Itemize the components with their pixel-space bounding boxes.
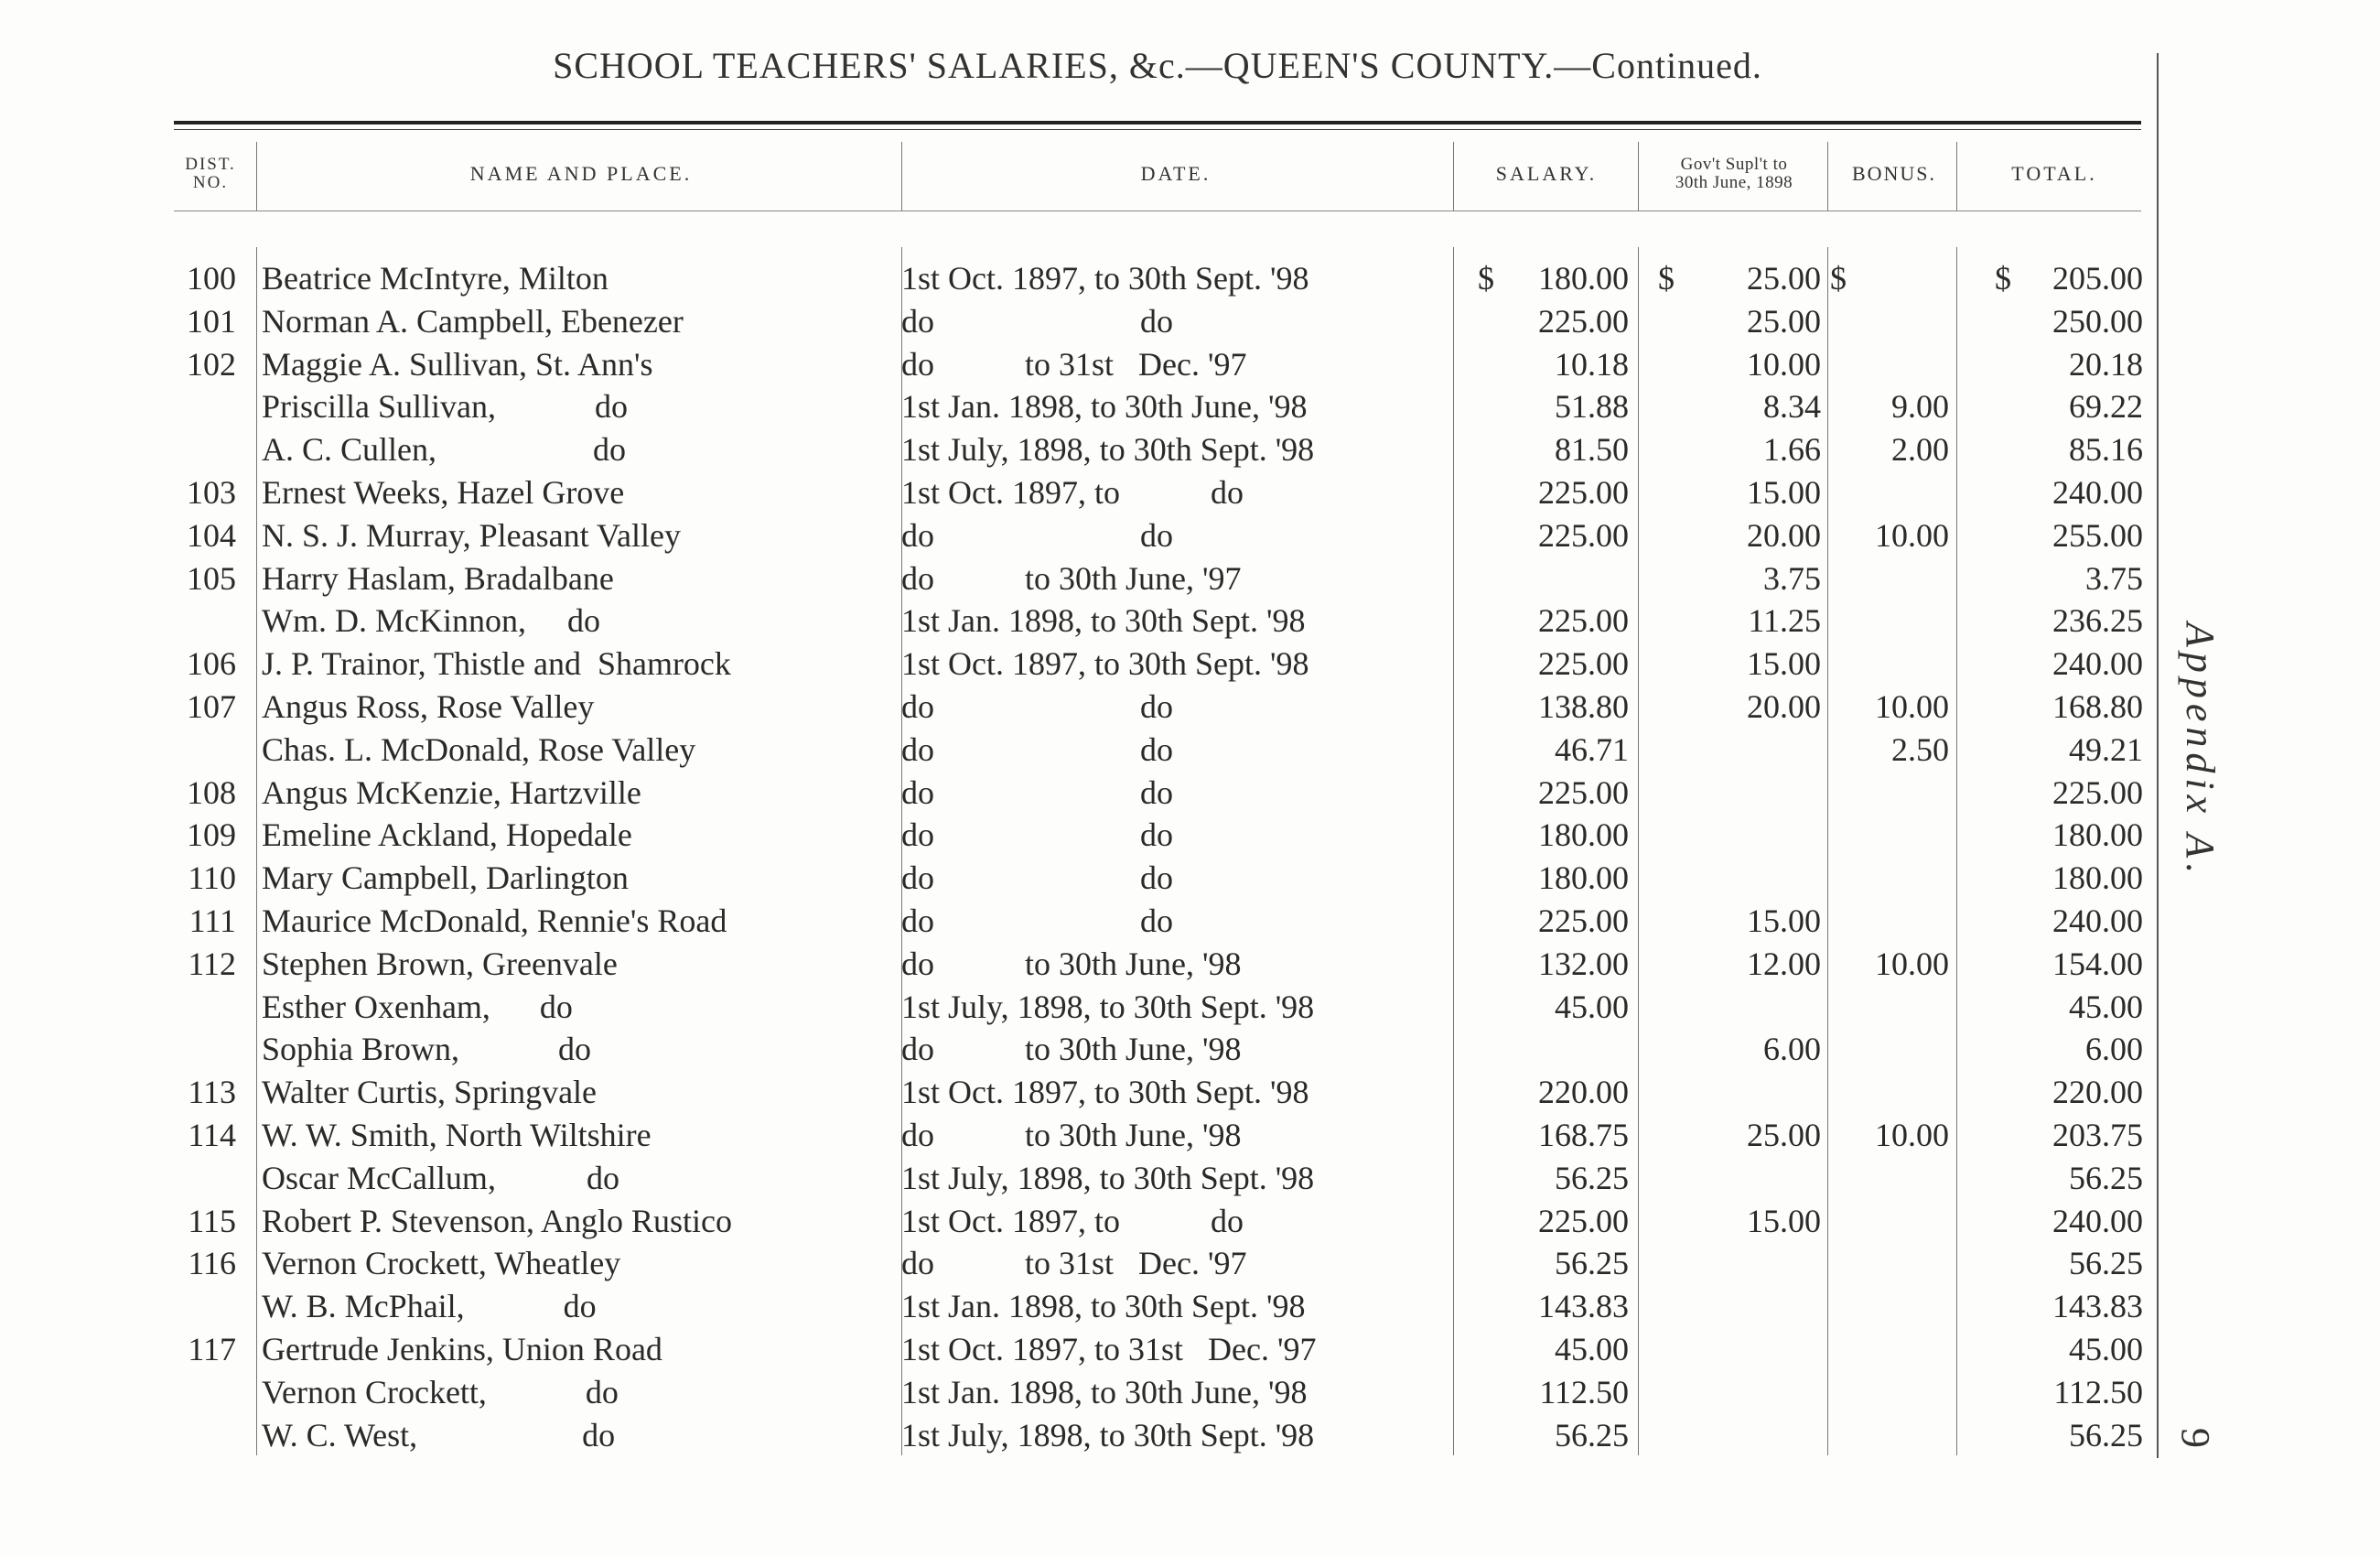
page-title: SCHOOL TEACHERS' SALARIES, &c.—QUEEN'S COUNTY.—Continued. (553, 45, 1762, 86)
name-cell: W. C. West, do (262, 1416, 616, 1453)
name-cell: J. P. Trainor, Thistle and Shamrock (262, 645, 731, 683)
table-row (0, 257, 2380, 299)
dist-cell: 111 (188, 902, 236, 939)
name-cell: Gertrude Jenkins, Union Road (262, 1331, 662, 1367)
name-cell: Esther Oxenham, do (262, 988, 573, 1025)
name-cell: Norman A. Campbell, Ebenezer (262, 302, 684, 340)
column-divider (1453, 142, 1454, 211)
salary-cell: 220.00 (1538, 1074, 1629, 1111)
name-cell: Stephen Brown, Greenvale (262, 945, 618, 982)
bonus-cell: 2.00 (1891, 431, 1949, 469)
column-header-gov-supplement: Gov't Supl't to 30th June, 1898 (1675, 155, 1793, 192)
salary-cell: 225.00 (1538, 773, 1629, 811)
dist-cell: 114 (188, 1117, 236, 1153)
table-row (0, 1414, 2380, 1456)
total-cell: 154.00 (2052, 945, 2143, 982)
date-cell: 1st July, 1898, to 30th Sept. '98 (901, 988, 1315, 1025)
name-cell: Beatrice McIntyre, Milton (262, 260, 608, 297)
name-cell: Mary Campbell, Darlington (262, 859, 629, 897)
table-row (0, 857, 2380, 899)
name-cell: Oscar McCallum, do (262, 1159, 619, 1196)
name-cell: Maggie A. Sullivan, St. Ann's (262, 345, 653, 383)
table-row (0, 900, 2380, 942)
salary-cell: 56.25 (1555, 1159, 1629, 1196)
total-cell: 255.00 (2052, 516, 2143, 554)
page-number: 9 (2173, 1428, 2218, 1448)
salary-cell: 10.18 (1555, 345, 1629, 383)
date-cell: do do (901, 773, 1173, 811)
date-cell: do do (901, 730, 1173, 768)
dist-cell: 117 (188, 1331, 236, 1367)
column-header-name: NAME AND PLACE. (469, 162, 693, 186)
name-cell: W. W. Smith, North Wiltshire (262, 1117, 652, 1153)
salary-cell: 225.00 (1538, 602, 1629, 640)
total-cell: 56.25 (2069, 1159, 2143, 1196)
salary-cell: 46.71 (1555, 730, 1629, 768)
name-cell: Harry Haslam, Bradalbane (262, 559, 614, 597)
column-header-bonus: BONUS. (1851, 162, 1937, 186)
dist-cell: 109 (187, 816, 236, 854)
dist-cell: 110 (188, 859, 236, 897)
table-row (0, 600, 2380, 642)
name-cell: N. S. J. Murray, Pleasant Valley (262, 516, 681, 554)
total-cell: 236.25 (2052, 602, 2143, 640)
table-row (0, 1328, 2380, 1370)
salary-cell: 56.25 (1555, 1416, 1629, 1453)
total-cell: 250.00 (2052, 302, 2143, 340)
column-header-salary: SALARY. (1495, 162, 1598, 186)
bonus-cell: 10.00 (1875, 688, 1949, 725)
dist-cell: 105 (187, 559, 236, 597)
table-row (0, 1242, 2380, 1284)
gov-supplement-cell: 15.00 (1747, 645, 1821, 683)
dist-cell: 101 (187, 302, 236, 340)
table-row (0, 557, 2380, 600)
salary-cell: 225.00 (1538, 902, 1629, 939)
header-rule-thin (174, 129, 2141, 130)
gov-supplement-cell: 3.75 (1763, 559, 1821, 597)
column-divider (1827, 142, 1828, 211)
dist-cell: 106 (187, 645, 236, 683)
total-cell: 240.00 (2052, 645, 2143, 683)
salary-cell: 180.00 (1538, 859, 1629, 897)
column-header-total: TOTAL. (2011, 162, 2097, 186)
date-cell: do to 31st Dec. '97 (901, 1245, 1247, 1282)
total-cell: 220.00 (2052, 1074, 2143, 1111)
gov-supplement-cell: 20.00 (1747, 516, 1821, 554)
salary-cell: 112.50 (1539, 1373, 1629, 1410)
date-cell: do to 30th June, '97 (901, 559, 1242, 597)
salary-cell: 132.00 (1538, 945, 1629, 982)
salary-cell: 56.25 (1555, 1245, 1629, 1282)
salary-cell: 168.75 (1538, 1117, 1629, 1153)
name-cell: A. C. Cullen, do (262, 431, 627, 469)
date-cell: do do (901, 516, 1173, 554)
dollar-sign: $ (1830, 260, 1847, 297)
total-cell: 240.00 (2052, 902, 2143, 939)
name-cell: W. B. McPhail, do (262, 1288, 597, 1325)
dollar-sign: $ (1995, 260, 2011, 297)
total-cell: 240.00 (2052, 1202, 2143, 1239)
table-row (0, 686, 2380, 728)
gov-supplement-cell: 1.66 (1763, 431, 1821, 469)
date-cell: do do (901, 302, 1173, 340)
table-row (0, 1028, 2380, 1070)
total-cell: 45.00 (2069, 1331, 2143, 1367)
date-cell: do do (901, 902, 1173, 939)
name-cell: Robert P. Stevenson, Anglo Rustico (262, 1202, 733, 1239)
salary-cell: 225.00 (1538, 1202, 1629, 1239)
total-cell: 56.25 (2069, 1245, 2143, 1282)
total-cell: 3.75 (2085, 559, 2143, 597)
salary-cell: 138.80 (1538, 688, 1629, 725)
table-row (0, 1285, 2380, 1327)
dist-cell: 102 (187, 345, 236, 383)
name-cell: Angus Ross, Rose Valley (262, 688, 595, 725)
table-row (0, 1371, 2380, 1413)
total-cell: 20.18 (2069, 345, 2143, 383)
bonus-cell: 2.50 (1891, 730, 1949, 768)
name-cell: Ernest Weeks, Hazel Grove (262, 474, 625, 511)
total-cell: 180.00 (2052, 859, 2143, 897)
header-rule-thick (174, 121, 2141, 124)
bonus-cell: 10.00 (1875, 945, 1949, 982)
salary-cell: 225.00 (1538, 516, 1629, 554)
total-cell: 85.16 (2069, 431, 2143, 469)
gov-supplement-cell: 20.00 (1747, 688, 1821, 725)
date-cell: 1st Jan. 1898, to 30th Sept. '98 (901, 602, 1306, 640)
table-row (0, 772, 2380, 814)
date-cell: 1st Jan. 1898, to 30th June, '98 (901, 388, 1308, 426)
gov-supplement-cell: 25.00 (1747, 260, 1821, 297)
name-cell: Vernon Crockett, do (262, 1373, 619, 1410)
date-cell: 1st Oct. 1897, to do (901, 474, 1244, 511)
name-cell: Sophia Brown, do (262, 1031, 591, 1068)
column-divider (1638, 142, 1639, 211)
date-cell: 1st July, 1898, to 30th Sept. '98 (901, 1159, 1315, 1196)
name-cell: Walter Curtis, Springvale (262, 1074, 598, 1111)
table-row (0, 428, 2380, 470)
column-divider (1956, 142, 1957, 211)
total-cell: 69.22 (2069, 388, 2143, 426)
date-cell: do to 30th June, '98 (901, 945, 1242, 982)
date-cell: 1st Jan. 1898, to 30th Sept. '98 (901, 1288, 1306, 1325)
table-row (0, 1200, 2380, 1242)
dist-cell: 107 (187, 688, 236, 725)
date-cell: 1st Oct. 1897, to 30th Sept. '98 (901, 645, 1309, 683)
gov-supplement-cell: 6.00 (1763, 1031, 1821, 1068)
name-cell: Maurice McDonald, Rennie's Road (262, 902, 727, 939)
total-cell: 56.25 (2069, 1416, 2143, 1453)
dist-cell: 113 (188, 1074, 236, 1111)
dollar-sign: $ (1478, 260, 1494, 297)
table-row (0, 814, 2380, 856)
name-cell: Chas. L. McDonald, Rose Valley (262, 730, 696, 768)
name-cell: Emeline Ackland, Hopedale (262, 816, 632, 854)
date-cell: 1st Jan. 1898, to 30th June, '98 (901, 1373, 1308, 1410)
total-cell: 240.00 (2052, 474, 2143, 511)
name-cell: Priscilla Sullivan, do (262, 388, 628, 426)
dist-cell: 112 (188, 945, 236, 982)
salary-cell: 51.88 (1555, 388, 1629, 426)
dist-cell: 115 (188, 1202, 236, 1239)
table-row (0, 943, 2380, 985)
date-cell: do do (901, 816, 1173, 854)
date-cell: 1st July, 1898, to 30th Sept. '98 (901, 431, 1315, 469)
date-cell: do to 31st Dec. '97 (901, 345, 1247, 383)
total-cell: 180.00 (2052, 816, 2143, 854)
name-cell: Vernon Crockett, Wheatley (262, 1245, 621, 1282)
bonus-cell: 9.00 (1891, 388, 1949, 426)
column-divider (256, 142, 257, 211)
table-row (0, 1157, 2380, 1199)
table-row (0, 1114, 2380, 1156)
table-row (0, 471, 2380, 513)
gov-supplement-cell: 12.00 (1747, 945, 1821, 982)
gov-supplement-cell: 8.34 (1763, 388, 1821, 426)
gov-supplement-cell: 15.00 (1747, 1202, 1821, 1239)
dist-cell: 108 (187, 773, 236, 811)
total-cell: 203.75 (2052, 1117, 2143, 1153)
table-row (0, 1071, 2380, 1113)
name-cell: Wm. D. McKinnon, do (262, 602, 600, 640)
total-cell: 225.00 (2052, 773, 2143, 811)
column-header-date: DATE. (1140, 162, 1212, 186)
salary-cell: 225.00 (1538, 645, 1629, 683)
bonus-cell: 10.00 (1875, 1117, 1949, 1153)
date-cell: 1st Oct. 1897, to 31st Dec. '97 (901, 1331, 1317, 1367)
date-cell: do do (901, 688, 1173, 725)
total-cell: 112.50 (2053, 1373, 2143, 1410)
gov-supplement-cell: 25.00 (1747, 302, 1821, 340)
salary-cell: 225.00 (1538, 474, 1629, 511)
table-row (0, 729, 2380, 771)
name-cell: Angus McKenzie, Hartzville (262, 773, 641, 811)
table-row (0, 986, 2380, 1028)
column-divider (901, 142, 902, 211)
total-cell: 168.80 (2052, 688, 2143, 725)
total-cell: 143.83 (2052, 1288, 2143, 1325)
dist-cell: 104 (187, 516, 236, 554)
date-cell: do to 30th June, '98 (901, 1031, 1242, 1068)
dist-cell: 116 (188, 1245, 236, 1282)
salary-cell: 45.00 (1555, 988, 1629, 1025)
date-cell: 1st Oct. 1897, to 30th Sept. '98 (901, 1074, 1309, 1111)
date-cell: 1st Oct. 1897, to do (901, 1202, 1244, 1239)
table-row (0, 643, 2380, 685)
dist-cell: 103 (187, 474, 236, 511)
total-cell: 49.21 (2069, 730, 2143, 768)
salary-cell: 81.50 (1555, 431, 1629, 469)
gov-supplement-cell: 11.25 (1748, 602, 1821, 640)
gov-supplement-cell: 15.00 (1747, 474, 1821, 511)
date-cell: 1st July, 1898, to 30th Sept. '98 (901, 1416, 1315, 1453)
dist-cell: 100 (187, 260, 236, 297)
gov-supplement-cell: 15.00 (1747, 902, 1821, 939)
date-cell: do to 30th June, '98 (901, 1117, 1242, 1153)
appendix-label: Appendix A. (2178, 622, 2223, 880)
salary-cell: 45.00 (1555, 1331, 1629, 1367)
date-cell: 1st Oct. 1897, to 30th Sept. '98 (901, 260, 1309, 297)
bonus-cell: 10.00 (1875, 516, 1949, 554)
gov-supplement-cell: 25.00 (1747, 1117, 1821, 1153)
table-row (0, 514, 2380, 556)
salary-cell: 180.00 (1538, 816, 1629, 854)
column-header-dist: DIST. NO. (185, 155, 236, 192)
gov-supplement-cell: 10.00 (1747, 345, 1821, 383)
table-row (0, 385, 2380, 427)
salary-cell: 225.00 (1538, 302, 1629, 340)
total-cell: 6.00 (2085, 1031, 2143, 1068)
table-row (0, 300, 2380, 342)
salary-cell: 180.00 (1538, 260, 1629, 297)
date-cell: do do (901, 859, 1173, 897)
dollar-sign: $ (1658, 260, 1675, 297)
salary-cell: 143.83 (1538, 1288, 1629, 1325)
total-cell: 45.00 (2069, 988, 2143, 1025)
table-row (0, 343, 2380, 385)
total-cell: 205.00 (2052, 260, 2143, 297)
